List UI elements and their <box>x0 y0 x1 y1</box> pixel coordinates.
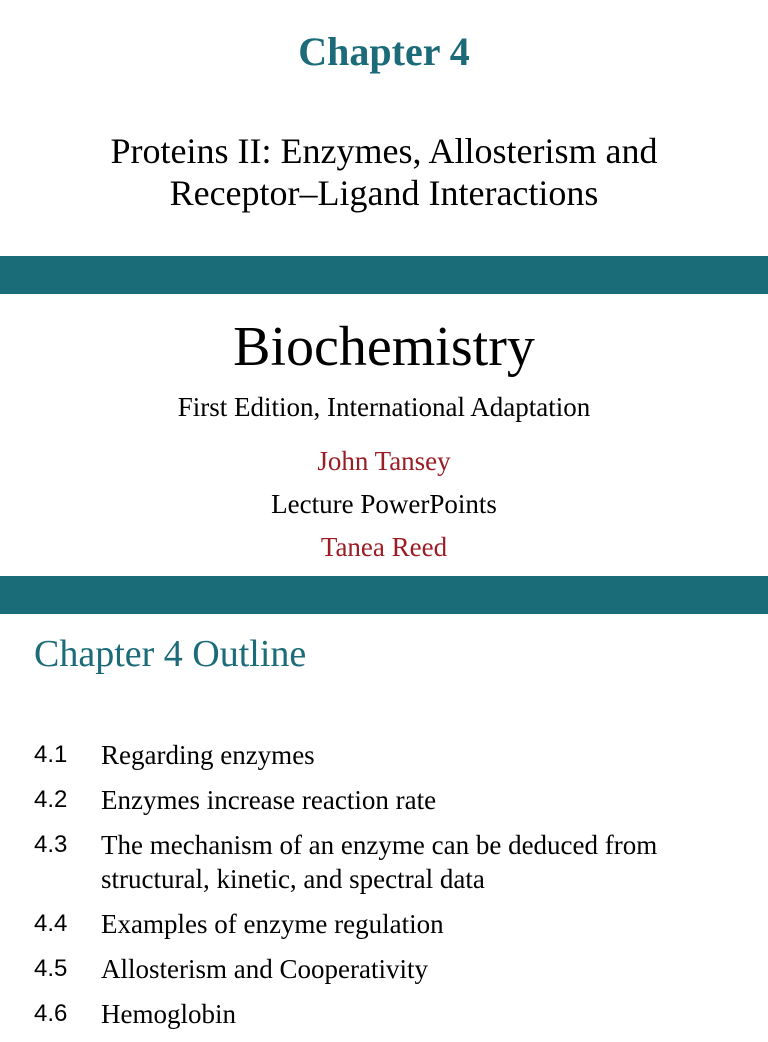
outline-item <box>34 738 754 772</box>
outline-title: Chapter 4 Outline <box>34 633 307 675</box>
title-slide <box>0 0 768 256</box>
presenter-name: Tanea Reed <box>320 532 448 562</box>
outline-item <box>34 907 754 941</box>
outline-item-number: 4.5 <box>34 955 68 982</box>
outline-item-number: 4.6 <box>34 1000 68 1027</box>
chapter-subtitle-line-1: Proteins II: Enzymes, Allosterism and <box>110 131 658 171</box>
outline-item-text: Hemoglobin <box>101 999 236 1029</box>
outline-item-text: The mechanism of an enzyme can be deduced from structural, kinetic, and spectral data <box>101 830 658 894</box>
outline-item-text: Enzymes increase reaction rate <box>101 785 437 815</box>
outline-list <box>34 738 754 1042</box>
outline-item <box>34 783 754 817</box>
outline-item-number: 4.2 <box>34 786 68 813</box>
slide-divider-bottom <box>0 576 768 614</box>
outline-item <box>34 828 754 896</box>
outline-item <box>34 952 754 986</box>
book-title: Biochemistry <box>233 316 535 378</box>
outline-item-text: Examples of enzyme regulation <box>101 909 444 939</box>
outline-item-text: Allosterism and Cooperativity <box>101 954 428 984</box>
author-name: John Tansey <box>317 446 451 476</box>
outline-item <box>34 997 754 1031</box>
outline-item-text: Regarding enzymes <box>101 740 315 770</box>
slide-divider-top <box>0 256 768 294</box>
chapter-subtitle-line-2: Receptor–Ligand Interactions <box>169 173 599 213</box>
outline-item-number: 4.4 <box>34 910 68 937</box>
outline-item-number: 4.3 <box>34 831 68 858</box>
outline-item-number: 4.1 <box>34 741 68 768</box>
edition-text: First Edition, International Adaptation <box>177 392 591 422</box>
chapter-heading: Chapter 4 <box>298 29 470 74</box>
lecture-label: Lecture PowerPoints <box>271 489 497 519</box>
chapter-subtitle <box>40 130 728 214</box>
